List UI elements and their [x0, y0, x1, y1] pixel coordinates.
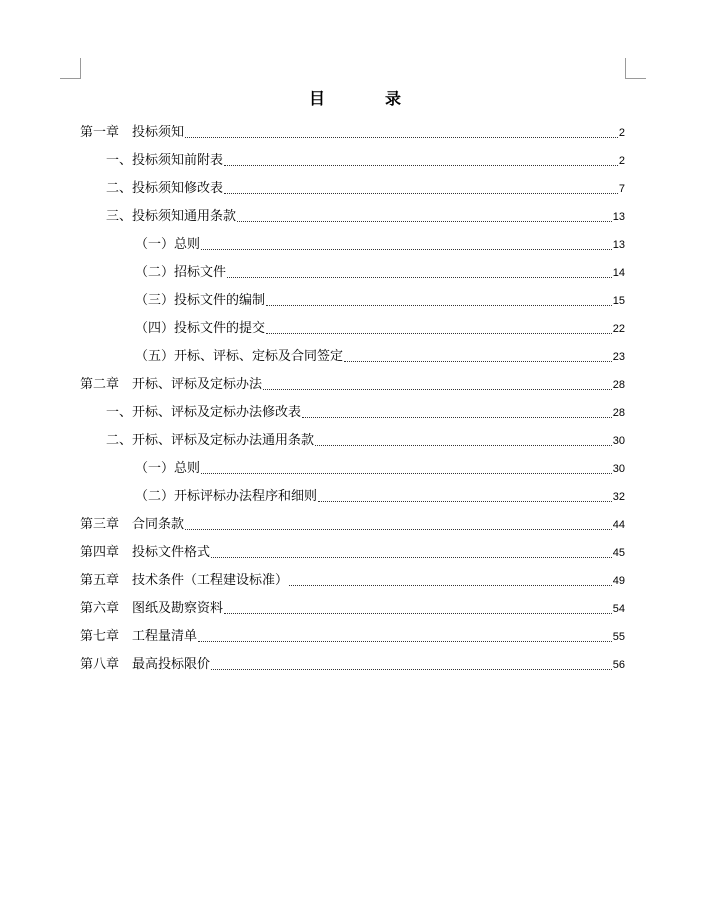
toc-list: [80, 114, 625, 674]
page-corner-mark-top-left: [60, 58, 81, 79]
toc-entry[interactable]: [80, 170, 625, 198]
toc-dot-leader: [344, 361, 612, 362]
toc-entry[interactable]: [80, 254, 625, 282]
toc-entry-text: 第四章 投标文件格式: [80, 545, 211, 560]
toc-page-number: 56: [612, 659, 625, 671]
toc-entry-text: 第三章 合同条款: [80, 517, 185, 532]
toc-entry[interactable]: [80, 534, 625, 562]
toc-dot-leader: [289, 585, 612, 586]
toc-dot-leader: [224, 193, 618, 194]
toc-dot-leader: [237, 221, 612, 222]
toc-entry[interactable]: [80, 590, 625, 618]
toc-entry-text: （二）开标评标办法程序和细则: [135, 489, 318, 504]
toc-entry[interactable]: [80, 282, 625, 310]
toc-entry-text: （一）总则: [135, 237, 201, 252]
toc-entry[interactable]: [80, 562, 625, 590]
toc-entry-text: 二、开标、评标及定标办法通用条款: [106, 433, 315, 448]
toc-entry-text: 第六章 图纸及勘察资料: [80, 601, 224, 616]
toc-page-number: 2: [618, 127, 625, 139]
toc-entry[interactable]: [80, 618, 625, 646]
toc-entry-text: （一）总则: [135, 461, 201, 476]
toc-page-number: 55: [612, 631, 625, 643]
toc-page-number: 22: [612, 323, 625, 335]
toc-page-number: 32: [612, 491, 625, 503]
toc-entry[interactable]: [80, 422, 625, 450]
toc-entry-text: （四）投标文件的提交: [135, 321, 266, 336]
toc-page-number: 30: [612, 435, 625, 447]
toc-entry-text: （五）开标、评标、定标及合同签定: [135, 349, 344, 364]
toc-entry-text: 第七章 工程量清单: [80, 629, 198, 644]
toc-page-number: 45: [612, 547, 625, 559]
toc-dot-leader: [224, 613, 612, 614]
toc-entry-text: 第八章 最高投标限价: [80, 657, 211, 672]
toc-dot-leader: [227, 277, 612, 278]
toc-dot-leader: [266, 333, 612, 334]
toc-entry-text: 一、投标须知前附表: [106, 153, 224, 168]
toc-page-number: 30: [612, 463, 625, 475]
toc-page-number: 23: [612, 351, 625, 363]
toc-title: 目 录: [308, 89, 423, 108]
toc-dot-leader: [315, 445, 612, 446]
toc-entry-text: 第五章 技术条件（工程建设标准）: [80, 573, 289, 588]
toc-dot-leader: [201, 473, 612, 474]
toc-entry-text: 三、投标须知通用条款: [106, 209, 237, 224]
toc-page-number: 7: [618, 183, 625, 195]
toc-page-number: 15: [612, 295, 625, 307]
toc-entry[interactable]: [80, 338, 625, 366]
toc-entry[interactable]: [80, 366, 625, 394]
toc-dot-leader: [201, 249, 612, 250]
toc-entry[interactable]: [80, 646, 625, 674]
toc-dot-leader: [211, 669, 612, 670]
toc-entry[interactable]: [80, 310, 625, 338]
toc-entry-text: 第二章 开标、评标及定标办法: [80, 377, 263, 392]
toc-page-number: 2: [618, 155, 625, 167]
toc-entry-text: 第一章 投标须知: [80, 125, 185, 140]
toc-dot-leader: [302, 417, 612, 418]
toc-page-number: 54: [612, 603, 625, 615]
toc-page-number: 49: [612, 575, 625, 587]
toc-page-number: 14: [612, 267, 625, 279]
toc-dot-leader: [318, 501, 612, 502]
toc-page-number: 28: [612, 407, 625, 419]
toc-entry[interactable]: [80, 226, 625, 254]
toc-page-number: 13: [612, 211, 625, 223]
toc-entry-text: （二）招标文件: [135, 265, 227, 280]
toc-dot-leader: [263, 389, 612, 390]
toc-dot-leader: [211, 557, 612, 558]
toc-entry-text: （三）投标文件的编制: [135, 293, 266, 308]
toc-dot-leader: [224, 165, 618, 166]
toc-entry[interactable]: [80, 394, 625, 422]
toc-entry[interactable]: [80, 114, 625, 142]
page-corner-mark-top-right: [625, 58, 646, 79]
toc-dot-leader: [185, 137, 618, 138]
toc-entry[interactable]: [80, 506, 625, 534]
toc-page-number: 44: [612, 519, 625, 531]
toc-dot-leader: [185, 529, 612, 530]
toc-entry[interactable]: [80, 198, 625, 226]
toc-dot-leader: [266, 305, 612, 306]
toc-entry-text: 二、投标须知修改表: [106, 181, 224, 196]
toc-page-number: 28: [612, 379, 625, 391]
toc-entry-text: 一、开标、评标及定标办法修改表: [106, 405, 302, 420]
toc-entry[interactable]: [80, 450, 625, 478]
toc-dot-leader: [198, 641, 612, 642]
toc-entry[interactable]: [80, 478, 625, 506]
toc-page-number: 13: [612, 239, 625, 251]
toc-entry[interactable]: [80, 142, 625, 170]
